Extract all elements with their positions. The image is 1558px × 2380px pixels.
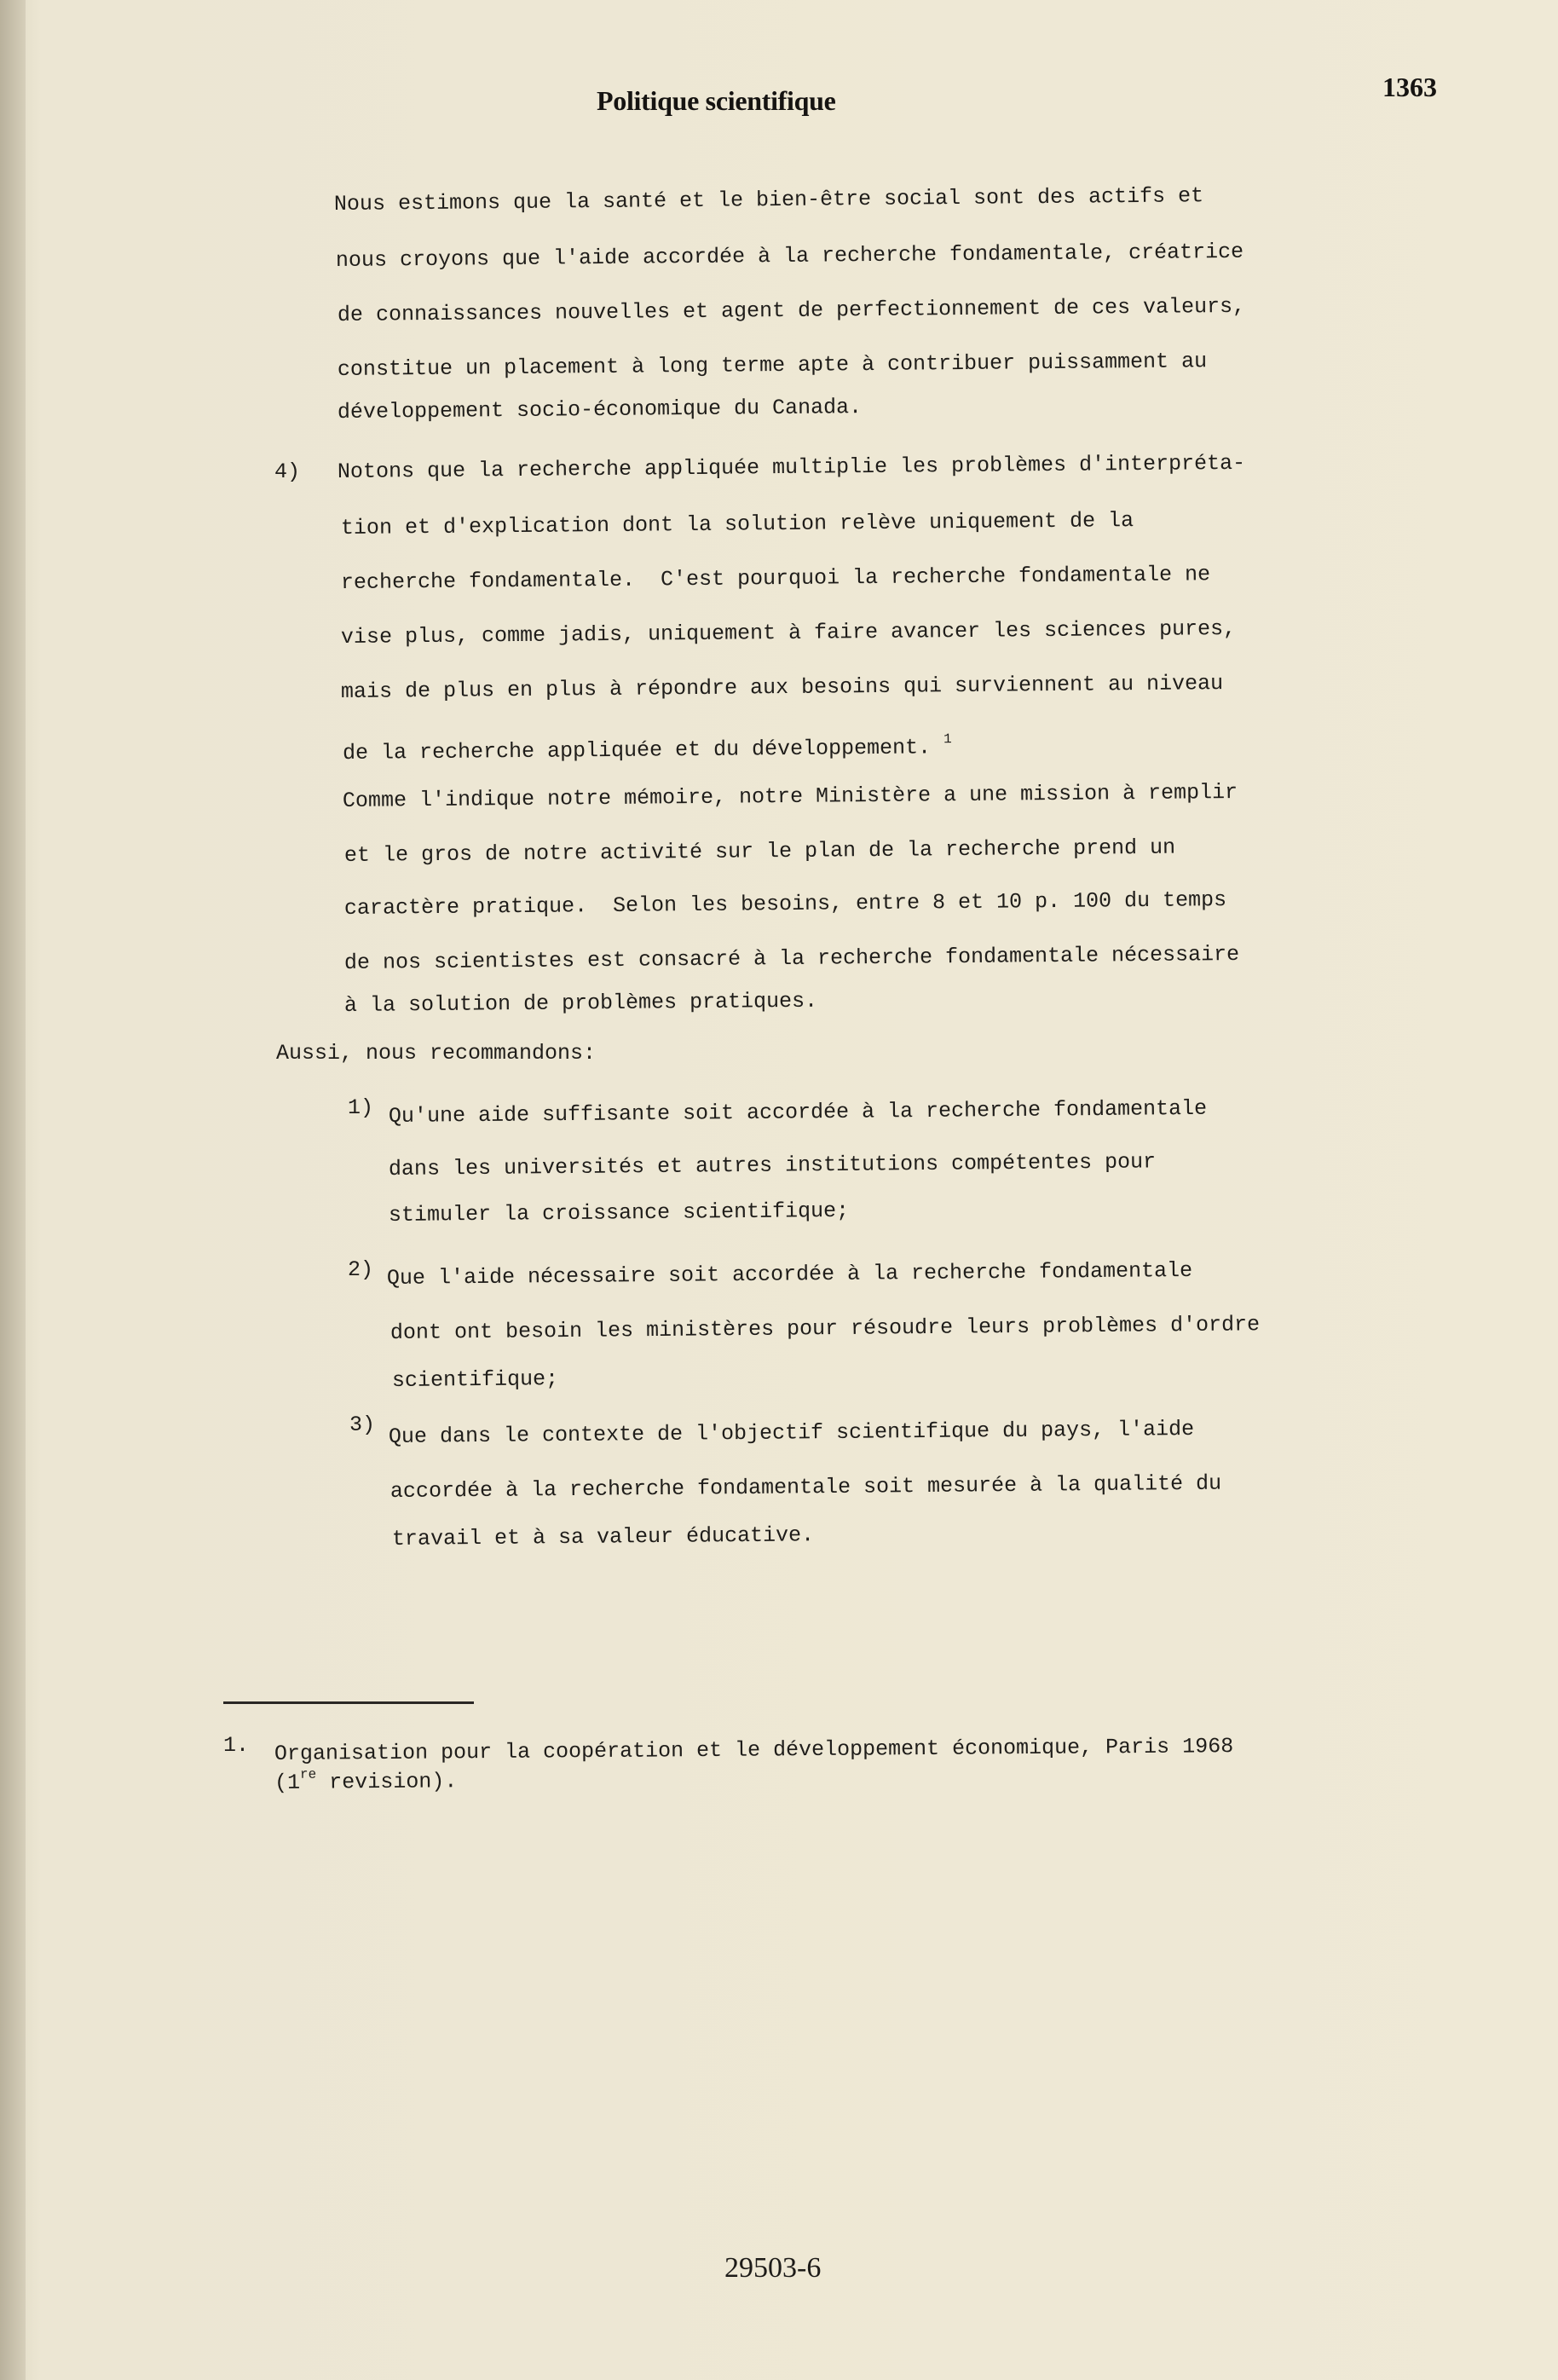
running-header-title: Politique scientifique: [597, 85, 836, 116]
footnote-rule: [223, 1701, 474, 1704]
body-line: nous croyons que l'aide accordée à la recherche fondamentale, créatrice: [335, 239, 1244, 273]
footnote-reference: 1: [943, 731, 952, 748]
body-line: tion et d'explication dont la solution relève uniquement de la: [340, 508, 1134, 540]
page-number: 1363: [1382, 72, 1437, 102]
body-line: mais de plus en plus à répondre aux besoins qui surviennent au niveau: [340, 671, 1224, 704]
body-line: recherche fondamentale. C'est pourquoi la recherche fondamentale ne: [340, 562, 1211, 595]
body-line: et le gros de notre activité sur le plan de la recherche prend un: [343, 835, 1176, 868]
footnote-superscript: re: [299, 1766, 317, 1782]
page-binding-shadow: [0, 0, 26, 2380]
recommendation-line: Que l'aide nécessaire soit accordée à la recherche fondamentale: [386, 1257, 1193, 1291]
recommendation-line: stimuler la croissance scientifique;: [388, 1198, 850, 1228]
footnote-text: (1: [274, 1770, 301, 1795]
body-line: Nous estimons que la santé et le bien-être social sont des actifs et: [333, 183, 1204, 217]
footnote-line: Organisation pour la coopération et le développement économique, Paris 1968: [274, 1734, 1234, 1766]
recommendation-line: Que dans le contexte de l'objectif scientifique du pays, l'aide: [388, 1416, 1195, 1449]
footnote-text: revision).: [316, 1769, 458, 1795]
recommendation-line: accordée à la recherche fondamentale soit mesurée à la qualité du: [390, 1470, 1222, 1504]
recommendation-line: Qu'une aide suffisante soit accordée à la recherche fondamentale: [388, 1095, 1208, 1129]
body-line: caractère pratique. Selon les besoins, entre 8 et 10 p. 100 du temps: [343, 887, 1227, 921]
body-line: Notons que la recherche appliquée multiplie les problèmes d'interpréta-: [337, 450, 1246, 484]
recommendation-number: 3): [349, 1412, 376, 1437]
recommendation-line: travail et à sa valeur éducative.: [391, 1522, 815, 1551]
recommendation-number: 1): [348, 1095, 374, 1120]
body-line: Comme l'indique notre mémoire, notre Ministère a une mission à remplir: [342, 779, 1238, 813]
footer-signature-code: 29503-6: [724, 2252, 822, 2284]
footnote-number: 1.: [223, 1733, 250, 1758]
body-line: de connaissances nouvelles et agent de perfectionnement de ces valeurs,: [337, 293, 1246, 327]
body-line: de la recherche appliquée et du développement.: [342, 735, 932, 765]
recommendation-line: scientifique;: [391, 1366, 559, 1393]
recommendations-intro: Aussi, nous recommandons:: [276, 1041, 597, 1066]
body-line: à la solution de problèmes pratiques.: [343, 988, 818, 1018]
body-line: de nos scientistes est consacré à la recherche fondamentale nécessaire: [343, 941, 1240, 975]
footnote-line-2: [274, 1759, 458, 1797]
recommendation-line: dont ont besoin les ministères pour résoudre leurs problèmes d'ordre: [390, 1312, 1261, 1345]
recommendation-number: 2): [348, 1257, 374, 1282]
body-line-with-ref: [343, 725, 952, 767]
recommendation-line: dans les universités et autres institutions compétentes pour: [388, 1149, 1157, 1181]
body-line: constitue un placement à long terme apte à contribuer puissamment au: [337, 349, 1208, 382]
item-number: 4): [274, 459, 301, 484]
body-line: développement socio-économique du Canada.: [337, 395, 863, 425]
body-line: vise plus, comme jadis, uniquement à faire avancer les sciences pures,: [340, 615, 1237, 650]
